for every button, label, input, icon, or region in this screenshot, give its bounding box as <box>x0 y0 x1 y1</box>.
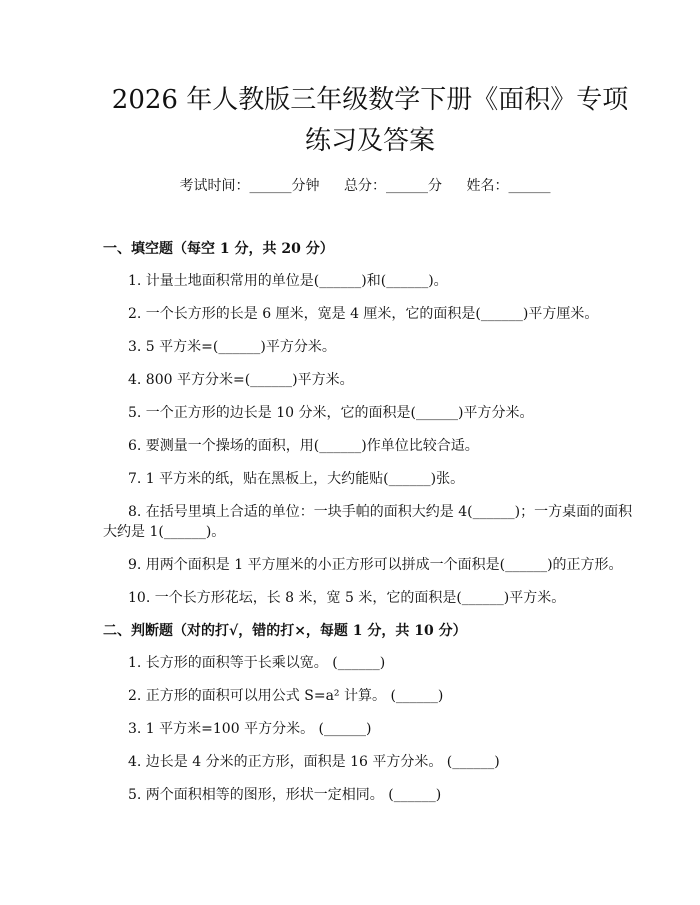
true-false-item-2: 2. 正方形的面积可以用公式 S=a² 计算。 (______) <box>128 688 444 704</box>
fill-blank-item-1: 1. 计量土地面积常用的单位是(______)和(______)。 <box>128 273 448 289</box>
total-score: 总分：______分 <box>344 178 442 194</box>
document-title <box>98 0 642 162</box>
fill-blank-item-6: 6. 要测量一个操场的面积，用(______)作单位比较合适。 <box>128 438 479 454</box>
fill-blank-item-9: 9. 用两个面积是 1 平方厘米的小正方形可以拼成一个面积是(______)的正方形。 <box>128 557 623 573</box>
fill-blank-item-5: 5. 一个正方形的边长是 10 分米，它的面积是(______)平方分米。 <box>128 405 534 421</box>
fill-blank-item-8: 8. 在括号里填上合适的单位：一块手帕的面积大约是 4(______)；一方桌面的面积大约是 1(______)。 <box>103 504 633 540</box>
true-false-item-4: 4. 边长是 4 分米的正方形，面积是 16 平方分米。 (______) <box>128 754 500 770</box>
exam-info <box>88 176 642 196</box>
fill-blank-item-2: 2. 一个长方形的长是 6 厘米，宽是 4 厘米，它的面积是(______)平方厘米。 <box>128 306 599 322</box>
true-false-item-3: 3. 1 平方米=100 平方分米。 (______) <box>128 721 372 737</box>
true-false-item-5: 5. 两个面积相等的图形，形状一定相同。 (______) <box>128 787 442 803</box>
true-false-item-1: 1. 长方形的面积等于长乘以宽。 (______) <box>128 655 386 671</box>
section-true-false-heading: 二、判断题（对的打√，错的打×，每题 1 分，共 10 分） <box>103 623 467 639</box>
title-line-2: 练习及答案 <box>304 126 435 156</box>
title-line-1: 2026 年人教版三年级数学下册《面积》专项 <box>111 85 629 115</box>
fill-blank-item-10: 10. 一个长方形花坛，长 8 米，宽 5 米，它的面积是(______)平方米。 <box>128 590 566 606</box>
section-fill-blank-heading: 一、填空题（每空 1 分，共 20 分） <box>103 241 334 257</box>
student-name: 姓名：______ <box>466 178 551 194</box>
fill-blank-item-3: 3. 5 平方米=(______)平方分米。 <box>128 339 336 355</box>
fill-blank-item-7: 7. 1 平方米的纸，贴在黑板上，大约能贴(______)张。 <box>128 471 465 487</box>
exam-time: 考试时间：______分钟 <box>179 178 320 194</box>
fill-blank-item-4: 4. 800 平方分米=(______)平方米。 <box>128 372 354 388</box>
